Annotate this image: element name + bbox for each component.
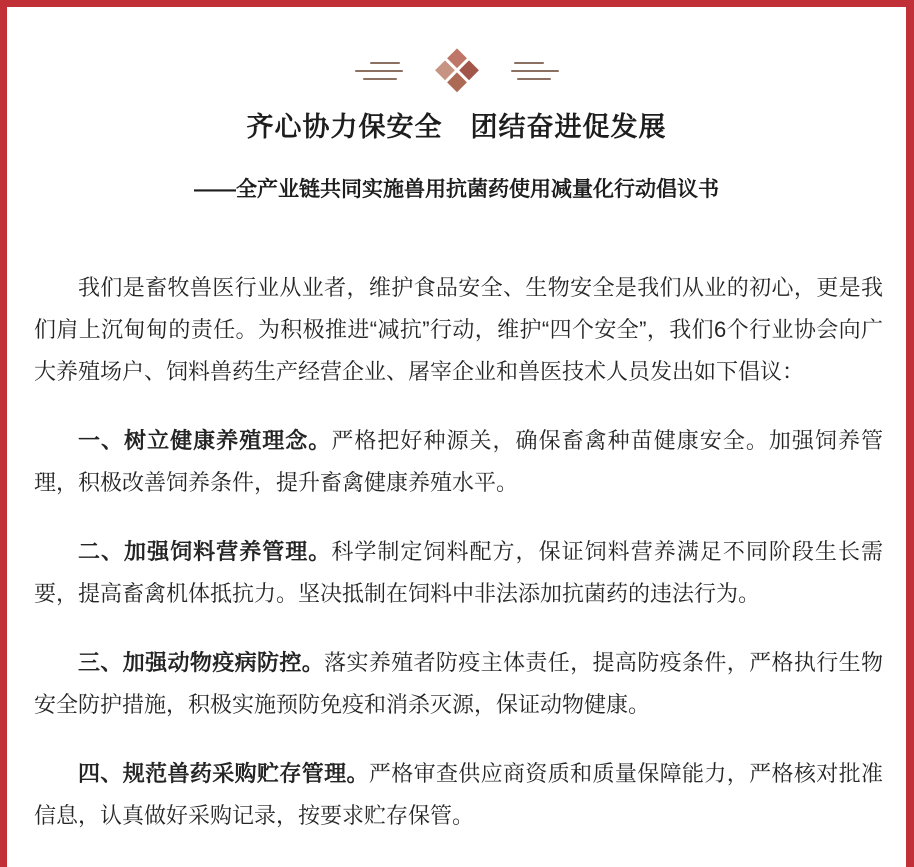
diamond-cluster-icon bbox=[434, 48, 479, 93]
proposal-item-1 bbox=[34, 420, 883, 504]
proposal-item-3 bbox=[34, 642, 883, 726]
proposal-item-2 bbox=[34, 531, 883, 615]
ornament-left-lines-icon bbox=[355, 62, 403, 80]
item-2-lead: 二、加强饲料营养管理。 bbox=[78, 539, 332, 564]
item-4-lead: 四、规范兽药采购贮存管理。 bbox=[78, 761, 369, 786]
page-subtitle: ——全产业链共同实施兽用抗菌药使用减量化行动倡议书 bbox=[194, 178, 719, 201]
item-3-lead: 三、加强动物疫病防控。 bbox=[78, 650, 325, 675]
item-4-text: 严格审查供应商资质和质量保障能力，严格核对批准信息，认真做好采购记录，按要求贮存保管。 bbox=[34, 761, 883, 828]
header-ornament bbox=[7, 49, 906, 93]
proposal-item-4 bbox=[34, 753, 883, 837]
ornament-right-lines-icon bbox=[511, 62, 559, 80]
item-3-text: 落实养殖者防疫主体责任，提高防疫条件，严格执行生物安全防护措施，积极实施预防免疫和消杀灭源，保证动物健康。 bbox=[34, 650, 883, 717]
page-title: 齐心协力保安全 团结奋进促发展 bbox=[246, 112, 667, 142]
intro-paragraph: 我们是畜牧兽医行业从业者，维护食品安全、生物安全是我们从业的初心，更是我们肩上沉甸甸的责任。为积极推进“减抗”行动，维护“四个安全”，我们6个行业协会向广大养殖场户、饲料兽药生产经营企业、屠宰企业和兽医技术人员发出如下倡议： bbox=[34, 275, 883, 384]
item-1-lead: 一、树立健康养殖理念。 bbox=[78, 428, 332, 453]
item-1-text: 严格把好种源关，确保畜禽种苗健康安全。加强饲养管理，积极改善饲养条件，提升畜禽健康养殖水平。 bbox=[34, 428, 883, 495]
item-2-text: 科学制定饲料配方，保证饲料营养满足不同阶段生长需要，提高畜禽机体抵抗力。坚决抵制在饲料中非法添加抗菌药的违法行为。 bbox=[34, 539, 883, 606]
document-body bbox=[7, 267, 906, 837]
